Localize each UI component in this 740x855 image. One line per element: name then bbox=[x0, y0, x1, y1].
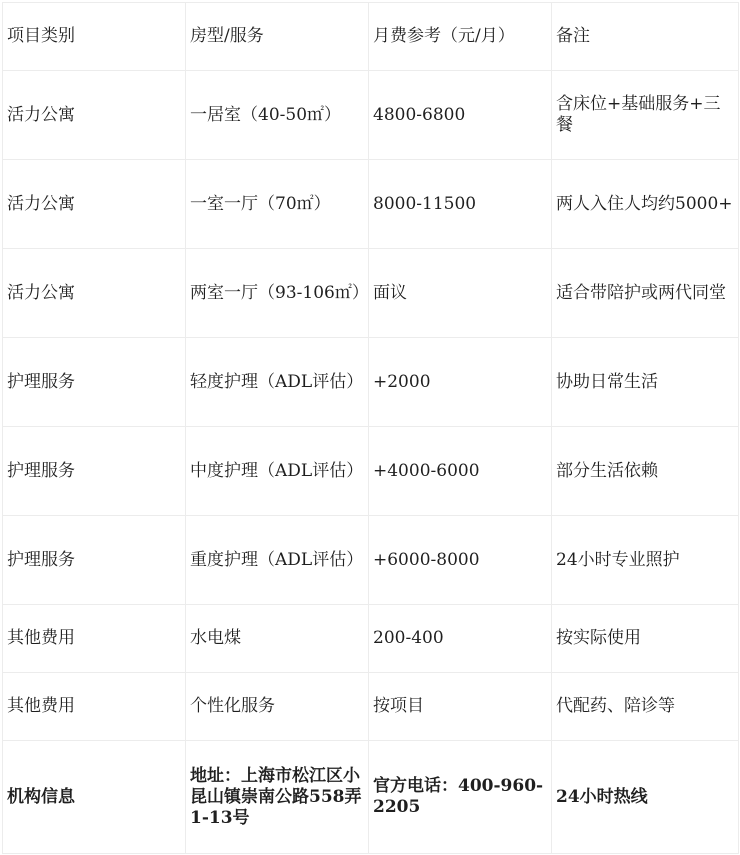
cell-monthly-fee: 面议 bbox=[369, 249, 552, 338]
table-row bbox=[3, 71, 739, 160]
header-room-type: 房型/服务 bbox=[186, 3, 369, 71]
cell-monthly-fee: +4000-6000 bbox=[369, 427, 552, 516]
table-row bbox=[3, 338, 739, 427]
institution-hotline: 24小时热线 bbox=[552, 741, 739, 854]
cell-room-type: 一室一厅（70㎡） bbox=[186, 160, 369, 249]
cell-notes: 代配药、陪诊等 bbox=[552, 673, 739, 741]
cell-room-type: 个性化服务 bbox=[186, 673, 369, 741]
cell-notes: 按实际使用 bbox=[552, 605, 739, 673]
cell-monthly-fee: 200-400 bbox=[369, 605, 552, 673]
fee-table bbox=[2, 2, 739, 854]
table-row bbox=[3, 673, 739, 741]
table-row bbox=[3, 249, 739, 338]
cell-category: 护理服务 bbox=[3, 427, 186, 516]
cell-room-type: 水电煤 bbox=[186, 605, 369, 673]
cell-monthly-fee: +6000-8000 bbox=[369, 516, 552, 605]
table-row bbox=[3, 605, 739, 673]
cell-monthly-fee: +2000 bbox=[369, 338, 552, 427]
cell-room-type: 轻度护理（ADL评估） bbox=[186, 338, 369, 427]
cell-notes: 协助日常生活 bbox=[552, 338, 739, 427]
header-notes: 备注 bbox=[552, 3, 739, 71]
cell-notes: 适合带陪护或两代同堂 bbox=[552, 249, 739, 338]
cell-category: 活力公寓 bbox=[3, 160, 186, 249]
cell-notes: 含床位+基础服务+三餐 bbox=[552, 71, 739, 160]
cell-category: 其他费用 bbox=[3, 605, 186, 673]
cell-notes: 24小时专业照护 bbox=[552, 516, 739, 605]
header-monthly-fee: 月费参考（元/月） bbox=[369, 3, 552, 71]
cell-category: 其他费用 bbox=[3, 673, 186, 741]
cell-monthly-fee: 8000-11500 bbox=[369, 160, 552, 249]
fee-table-container bbox=[2, 2, 738, 851]
institution-info-row bbox=[3, 741, 739, 854]
cell-room-type: 中度护理（ADL评估） bbox=[186, 427, 369, 516]
institution-info-label: 机构信息 bbox=[3, 741, 186, 854]
header-row bbox=[3, 3, 739, 71]
cell-category: 护理服务 bbox=[3, 338, 186, 427]
cell-notes: 两人入住人均约5000+ bbox=[552, 160, 739, 249]
header-category: 项目类别 bbox=[3, 3, 186, 71]
cell-monthly-fee: 按项目 bbox=[369, 673, 552, 741]
table-row bbox=[3, 427, 739, 516]
cell-category: 活力公寓 bbox=[3, 249, 186, 338]
table-row bbox=[3, 160, 739, 249]
cell-notes: 部分生活依赖 bbox=[552, 427, 739, 516]
cell-category: 护理服务 bbox=[3, 516, 186, 605]
cell-room-type: 重度护理（ADL评估） bbox=[186, 516, 369, 605]
cell-category: 活力公寓 bbox=[3, 71, 186, 160]
institution-address: 地址：上海市松江区小昆山镇崇南公路558弄1-13号 bbox=[186, 741, 369, 854]
cell-room-type: 一居室（40-50㎡） bbox=[186, 71, 369, 160]
cell-monthly-fee: 4800-6800 bbox=[369, 71, 552, 160]
cell-room-type: 两室一厅（93-106㎡） bbox=[186, 249, 369, 338]
institution-phone: 官方电话：400-960-2205 bbox=[369, 741, 552, 854]
table-row bbox=[3, 516, 739, 605]
